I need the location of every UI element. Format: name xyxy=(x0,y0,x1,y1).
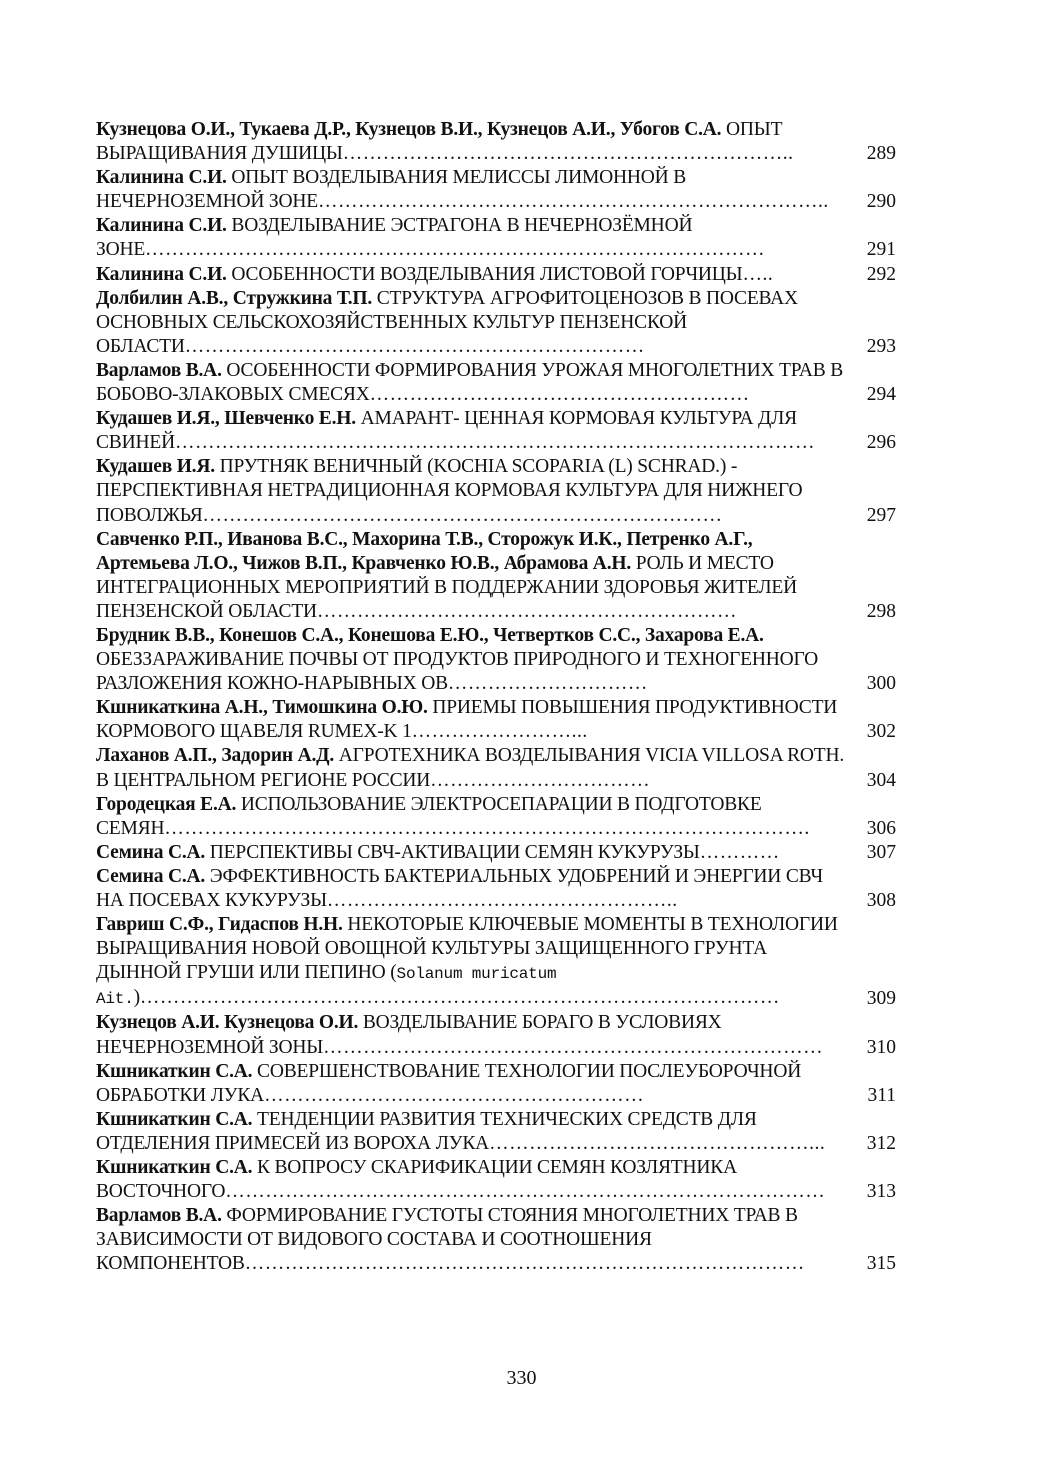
toc-leader-dots: ………… xyxy=(699,841,780,863)
toc-entry xyxy=(96,1011,896,1059)
toc-entry xyxy=(96,696,896,744)
toc-leader-dots: …………………………………………………………………………………… xyxy=(139,987,780,1009)
toc-page-number: 297 xyxy=(866,504,896,526)
toc-entry xyxy=(96,624,896,696)
toc-entry-text xyxy=(96,287,846,359)
toc-authors: Кузнецова О.И., Тукаева Д.Р., Кузнецов В.И., Кузнецов А.И., Убогов С.А. xyxy=(96,119,722,140)
toc-title: РОЛЬ И МЕСТО ИНТЕГРАЦИОННЫХ МЕРОПРИЯТИЙ В ПОДДЕРЖАНИИ ЗДОРОВЬЯ ЖИТЕЛЕЙ ПЕНЗЕНСКОЙ ОБЛАСТИ xyxy=(96,552,797,622)
toc-entry xyxy=(96,359,896,407)
toc-entry xyxy=(96,1108,896,1156)
toc-entry-text xyxy=(96,214,846,262)
toc-title: ИСПОЛЬЗОВАНИЕ ЭЛЕКТРОСЕПАРАЦИИ В ПОДГОТОВКЕ СЕМЯН xyxy=(96,793,762,839)
toc-title: СТРУКТУРА АГРОФИТОЦЕНОЗОВ В ПОСЕВАХ ОСНОВНЫХ СЕЛЬСКОХОЗЯЙСТВЕННЫХ КУЛЬТУР ПЕНЗЕНСКОЙ ОБЛАСТИ xyxy=(96,287,798,357)
toc-title: ПРУТНЯК ВЕНИЧНЫЙ (KOCHIA SCOPARIA (L) SCHRAD.) - ПЕРСПЕКТИВНАЯ НЕТРАДИЦИОННАЯ КОРМОВАЯ КУЛЬТУРА ДЛЯ НИЖНЕГО ПОВОЛЖЬЯ xyxy=(96,456,803,526)
toc-title: НЕКОТОРЫЕ КЛЮЧЕВЫЕ МОМЕНТЫ В ТЕХНОЛОГИИ ВЫРАЩИВАНИЯ НОВОЙ ОВОЩНОЙ КУЛЬТУРЫ ЗАЩИЩЕННОГО ГРУНТА ДЫННОЙ ГРУШИ ИЛИ ПЕПИНО ( xyxy=(96,914,838,984)
toc-page-number: 308 xyxy=(866,890,896,911)
toc-entry xyxy=(96,1156,896,1204)
toc-page-number: 292 xyxy=(866,263,896,285)
toc-authors: Кузнецов А.И. Кузнецова О.И. xyxy=(96,1012,359,1034)
toc-entry-text xyxy=(96,1108,846,1156)
toc-entry-text xyxy=(96,913,846,1011)
toc-leader-dots: …………………………………………………………… xyxy=(184,335,645,357)
toc-page-number: 309 xyxy=(866,988,896,1010)
toc-leader-dots: …………………………………………………………………… xyxy=(202,504,723,526)
toc-entry-text xyxy=(96,1011,846,1059)
toc-authors: Калинина С.И. xyxy=(96,167,227,189)
toc-page-number: 289 xyxy=(866,143,896,165)
toc-entry-text xyxy=(96,407,846,455)
toc-entry-text xyxy=(96,359,846,407)
toc-title: ЭФФЕКТИВНОСТЬ БАКТЕРИАЛЬНЫХ УДОБРЕНИЙ И ЭНЕРГИИ СВЧ НА ПОСЕВАХ КУКУРУЗЫ xyxy=(96,865,823,911)
toc-authors: Варламов В.А. xyxy=(96,359,222,381)
toc-authors: Семина С.А. xyxy=(96,865,206,887)
toc-authors: Калинина С.И. xyxy=(96,215,227,237)
toc-entry-text xyxy=(96,624,846,696)
toc-title: ФОРМИРОВАНИЕ ГУСТОТЫ СТОЯНИЯ МНОГОЛЕТНИХ ТРАВ В ЗАВИСИМОСТИ ОТ ВИДОВОГО СОСТАВА И СООТНОШЕНИЯ КОМПОНЕНТОВ xyxy=(96,1205,798,1275)
toc-entry xyxy=(96,118,896,166)
toc-entry-text xyxy=(96,793,846,841)
toc-entry xyxy=(96,793,896,841)
toc-leader-dots: ………………………………………………………………………………… xyxy=(145,239,766,261)
toc-entry-text xyxy=(96,1060,846,1108)
toc-entry xyxy=(96,744,896,792)
toc-title: ВОЗДЕЛЫВАНИЕ ЭСТРАГОНА В НЕЧЕРНОЗЁМНОЙ ЗОНЕ xyxy=(96,215,693,261)
toc-title: АМАРАНТ- ЦЕННАЯ КОРМОВАЯ КУЛЬТУРА ДЛЯ СВИНЕЙ xyxy=(96,408,797,454)
toc-entry-text xyxy=(96,744,846,792)
toc-entry-text xyxy=(96,166,846,214)
toc-page-number: 290 xyxy=(866,191,896,213)
toc-authors: Долбилин А.В., Стружкина Т.П. xyxy=(96,287,373,309)
toc-authors: Кшникаткин С.А. xyxy=(96,1060,253,1082)
toc-authors: Варламов В.А. xyxy=(96,1205,222,1227)
toc-entry xyxy=(96,287,896,359)
toc-title: АГРОТЕХНИКА ВОЗДЕЛЫВАНИЯ VICIA VILLOSA ROTH. В ЦЕНТРАЛЬНОМ РЕГИОНЕ РОССИИ xyxy=(96,745,845,791)
toc-entry xyxy=(96,865,896,913)
table-of-contents xyxy=(96,118,896,1277)
toc-authors: Кшникаткин С.А. xyxy=(96,1108,253,1130)
toc-page-number: 296 xyxy=(866,432,896,454)
toc-authors: Брудник В.В., Конешов С.А., Конешова Е.Ю., Четвертков С.С., Захарова Е.А. xyxy=(96,624,764,646)
toc-page-number: 291 xyxy=(866,239,896,261)
toc-entry xyxy=(96,913,896,1011)
toc-leader-dots: ………………………………………………………….. xyxy=(342,143,794,165)
toc-page-number: 298 xyxy=(866,600,896,622)
toc-authors: Калинина С.И. xyxy=(96,263,227,285)
toc-entry-text xyxy=(96,841,846,865)
toc-leader-dots: ……………………………………………………… xyxy=(316,600,737,622)
toc-authors: Савченко Р.П., Иванова В.С., Махорина Т.В., Сторожук И.К., Петренко А.Г., Артемьева Л.О., Чижов В.П., Кравченко Ю.В., Абрамова А.Н. xyxy=(96,528,753,574)
toc-entry xyxy=(96,1060,896,1108)
toc-leader-dots: ………………………………………………… xyxy=(369,384,750,406)
toc-title: ОПЫТ ВЫРАЩИВАНИЯ ДУШИЦЫ xyxy=(96,119,783,165)
toc-authors: Лаханов А.П., Задорин А.Д. xyxy=(96,745,335,767)
toc-latin-name: Solanum muricatum Ait. xyxy=(96,965,557,1009)
toc-title: ОБЕЗЗАРАЖИВАНИЕ ПОЧВЫ ОТ ПРОДУКТОВ ПРИРОДНОГО И ТЕХНОГЕННОГО РАЗЛОЖЕНИЯ КОЖНО-НАРЫВНЫХ ОВ xyxy=(96,649,818,695)
toc-entry xyxy=(96,407,896,455)
toc-entry-text xyxy=(96,1204,846,1276)
toc-title: ОСОБЕННОСТИ ФОРМИРОВАНИЯ УРОЖАЯ МНОГОЛЕТНИХ ТРАВ В БОБОВО-ЗЛАКОВЫХ СМЕСЯХ xyxy=(96,359,844,406)
toc-title: ВОЗДЕЛЫВАНИЕ БОРАГО В УСЛОВИЯХ НЕЧЕРНОЗЕМНОЙ ЗОНЫ xyxy=(96,1012,722,1058)
toc-entry xyxy=(96,455,896,527)
toc-page-number: 293 xyxy=(866,335,896,357)
toc-authors: Кудашев И.Я., Шевченко Е.Н. xyxy=(96,408,356,430)
toc-entry-text xyxy=(96,118,846,166)
toc-authors: Семина С.А. xyxy=(96,841,206,863)
toc-authors: Кшникаткин С.А. xyxy=(96,1157,253,1179)
toc-entry-text xyxy=(96,263,846,287)
toc-leader-dots: ………………………………………………………………………… xyxy=(244,1253,805,1275)
toc-leader-dots: ……………………... xyxy=(411,721,588,743)
toc-authors: Городецкая Е.А. xyxy=(96,793,237,815)
toc-page-number: 307 xyxy=(866,841,896,863)
toc-leader-dots: …………………………………………... xyxy=(489,1132,826,1154)
toc-leader-dots: ………………………… xyxy=(447,673,648,695)
toc-page-number: 313 xyxy=(866,1181,896,1203)
toc-entry xyxy=(96,263,896,287)
toc-title: ПЕРСПЕКТИВЫ СВЧ-АКТИВАЦИИ СЕМЯН КУКУРУЗЫ xyxy=(205,841,700,863)
toc-authors: Гавриш С.Ф., Гидаспов Н.Н. xyxy=(96,914,343,936)
toc-entry xyxy=(96,1204,896,1276)
toc-leader-dots: ………………………………………………… xyxy=(264,1084,645,1106)
toc-page-number: 306 xyxy=(866,817,896,839)
toc-entry xyxy=(96,841,896,865)
toc-leader-dots: ……………………………………………………………………………… xyxy=(225,1181,826,1203)
toc-leader-dots: ………………………………………………………………….. xyxy=(317,191,829,213)
toc-entry-text xyxy=(96,528,846,624)
toc-leader-dots: ….. xyxy=(742,263,774,285)
toc-entry xyxy=(96,214,896,262)
toc-entry-text xyxy=(96,1156,846,1204)
toc-entry xyxy=(96,528,896,624)
toc-entry xyxy=(96,166,896,214)
toc-authors: Кшникаткина А.Н., Тимошкина О.Ю. xyxy=(96,697,428,719)
toc-page-number: 300 xyxy=(866,673,896,695)
toc-page-number: 315 xyxy=(866,1253,896,1275)
toc-entry-text xyxy=(96,696,846,744)
toc-leader-dots: ………………………………………………………………… xyxy=(323,1036,824,1058)
toc-title: ТЕНДЕНЦИИ РАЗВИТИЯ ТЕХНИЧЕСКИХ СРЕДСТВ ДЛЯ ОТДЕЛЕНИЯ ПРИМЕСЕЙ ИЗ ВОРОХА ЛУКА xyxy=(96,1108,757,1154)
toc-entry-text xyxy=(96,865,846,913)
toc-authors: Кудашев И.Я. xyxy=(96,456,215,478)
toc-leader-dots: …………………………… xyxy=(430,769,651,791)
toc-title: ОПЫТ ВОЗДЕЛЫВАНИЯ МЕЛИССЫ ЛИМОННОЙ В НЕЧЕРНОЗЕМНОЙ ЗОНЕ xyxy=(96,167,687,213)
toc-leader-dots: …………………………………………….. xyxy=(326,890,678,911)
toc-page-number: 311 xyxy=(867,1084,896,1106)
toc-page-number: 310 xyxy=(866,1036,896,1058)
toc-leader-dots: …………………………………………………………………………………… xyxy=(174,432,815,454)
page-number: 330 xyxy=(506,1367,537,1389)
toc-title: ПРИЕМЫ ПОВЫШЕНИЯ ПРОДУКТИВНОСТИ КОРМОВОГО ЩАВЕЛЯ RUMEX-K 1 xyxy=(96,697,838,743)
toc-leader-dots: ……………………………………………………………………………………. xyxy=(164,817,810,839)
toc-page-number: 304 xyxy=(866,769,896,791)
toc-page-number: 294 xyxy=(866,384,896,406)
toc-title-end: ) xyxy=(133,987,140,1009)
toc-page-number: 302 xyxy=(866,721,896,743)
toc-title: К ВОПРОСУ СКАРИФИКАЦИИ СЕМЯН КОЗЛЯТНИКА ВОСТОЧНОГО xyxy=(96,1157,737,1203)
toc-entry-text xyxy=(96,455,846,527)
toc-title: СОВЕРШЕНСТВОВАНИЕ ТЕХНОЛОГИИ ПОСЛЕУБОРОЧНОЙ ОБРАБОТКИ ЛУКА xyxy=(96,1060,802,1106)
toc-title: ОСОБЕННОСТИ ВОЗДЕЛЫВАНИЯ ЛИСТОВОЙ ГОРЧИЦЫ xyxy=(226,263,743,285)
toc-page-number: 312 xyxy=(866,1132,896,1154)
